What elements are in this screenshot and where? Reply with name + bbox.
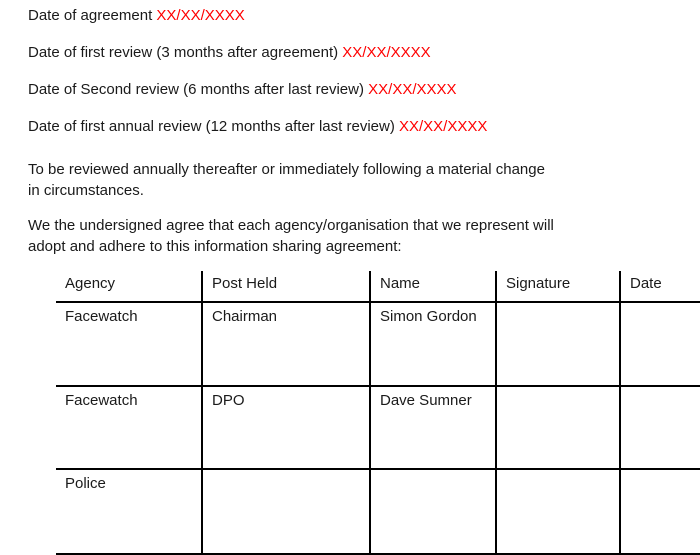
date-annual-review-line [28, 116, 700, 137]
undersigned-agreement-line-2: adopt and adhere to this information sharing agreement: [28, 238, 402, 255]
table-row-chairman [56, 302, 700, 386]
cell-name [370, 469, 496, 554]
cell-date-empty [620, 469, 700, 554]
date-placeholder: XX/XX/XXXX [342, 44, 431, 61]
undersigned-agreement-paragraph [28, 215, 700, 257]
cell-signature-empty [496, 386, 620, 469]
cell-post-held: DPO [202, 386, 370, 469]
date-of-agreement-label: Date of agreement [28, 7, 157, 24]
cell-date-empty [620, 302, 700, 386]
column-header-date: Date [620, 271, 700, 302]
review-note-line-2: in circumstances. [28, 182, 144, 199]
cell-agency: Facewatch [56, 302, 202, 386]
cell-name: Simon Gordon [370, 302, 496, 386]
review-note-line-1: To be reviewed annually thereafter or immediately following a material change [28, 161, 545, 178]
column-header-post-held: Post Held [202, 271, 370, 302]
cell-name: Dave Sumner [370, 386, 496, 469]
date-placeholder: XX/XX/XXXX [368, 81, 457, 98]
date-placeholder: XX/XX/XXXX [399, 118, 488, 135]
date-second-review-line [28, 79, 700, 100]
date-second-review-label: Date of Second review (6 months after last review) [28, 81, 369, 98]
column-header-name: Name [370, 271, 496, 302]
date-first-review-label: Date of first review (3 months after agreement) [28, 44, 343, 61]
table-row-dpo [56, 386, 700, 469]
signatories-table [56, 271, 700, 555]
cell-post-held: Chairman [202, 302, 370, 386]
undersigned-agreement-line-1: We the undersigned agree that each agency/organisation that we represent will [28, 217, 554, 234]
column-header-agency: Agency [56, 271, 202, 302]
table-row-police [56, 469, 700, 554]
review-note-paragraph [28, 159, 700, 201]
date-annual-review-label: Date of first annual review (12 months after last review) [28, 118, 399, 135]
cell-date-empty [620, 386, 700, 469]
date-of-agreement-line [28, 5, 700, 26]
date-first-review-line [28, 42, 700, 63]
cell-agency: Facewatch [56, 386, 202, 469]
table-header-row [56, 271, 700, 302]
date-placeholder: XX/XX/XXXX [156, 7, 245, 24]
cell-post-held [202, 469, 370, 554]
column-header-signature: Signature [496, 271, 620, 302]
cell-signature-empty [496, 302, 620, 386]
cell-signature-empty [496, 469, 620, 554]
cell-agency: Police [56, 469, 202, 554]
